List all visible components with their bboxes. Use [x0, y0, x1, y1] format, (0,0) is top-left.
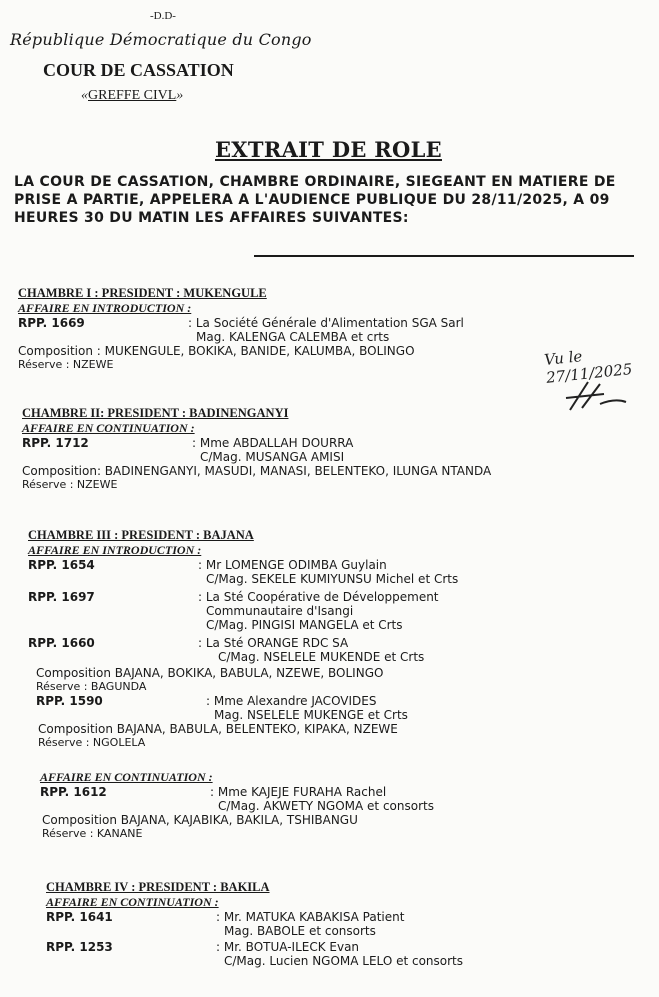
case-row — [36, 694, 628, 722]
case-row — [18, 316, 618, 344]
case-party-line: Mag. BABOLE et consorts — [224, 924, 376, 938]
case-row — [46, 910, 636, 938]
case-row — [22, 436, 642, 464]
chamber-2-composition: Composition: BADINENGANYI, MASUDI, MANASI, BELENTEKO, ILUNGA NTANDA — [22, 464, 492, 478]
case-party-line: C/Mag. PINGISI MANGELA et Crts — [206, 618, 403, 632]
case-number: RPP. 1612 — [40, 785, 107, 799]
chamber-1-composition: Composition : MUKENGULE, BOKIKA, BANIDE, KALUMBA, BOLINGO — [18, 344, 415, 358]
chamber-3-reserve-3: Réserve : KANANE — [42, 827, 143, 840]
intro-underline — [254, 255, 634, 257]
case-party-line: : Mr. BOTUA-ILECK Evan — [216, 940, 360, 954]
case-parties — [198, 590, 439, 632]
intro-paragraph — [14, 173, 634, 227]
case-party-line: : Mr LOMENGE ODIMBA Guylain — [198, 558, 387, 572]
chamber-3-reserve-2: Réserve : NGOLELA — [38, 736, 146, 749]
case-party-line: C/Mag. NSELELE MUKENDE et Crts — [218, 650, 425, 664]
case-party-line: : La Sté Coopérative de Développement — [198, 590, 439, 604]
case-row — [28, 558, 628, 586]
case-parties — [206, 694, 408, 722]
chamber-1-reserve: Réserve : NZEWE — [18, 358, 114, 371]
header-dd: -D.D- — [150, 10, 176, 22]
case-row — [28, 636, 628, 664]
case-number: RPP. 1660 — [28, 636, 95, 650]
case-party-line: C/Mag. Lucien NGOMA LELO et consorts — [224, 954, 464, 968]
case-party-line: C/Mag. AKWETY NGOMA et consorts — [218, 799, 434, 813]
chamber-4-section — [46, 880, 636, 968]
chamber-3-affaire: AFFAIRE EN INTRODUCTION : — [28, 543, 202, 557]
court-name: COUR DE CASSATION — [43, 60, 234, 80]
greffe-close: » — [176, 88, 184, 103]
case-party-line: : La Sté ORANGE RDC SA — [198, 636, 349, 650]
greffe-label — [81, 88, 183, 104]
chamber-3-composition-3: Composition BAJANA, KAJABIKA, BAKILA, TSHIBANGU — [42, 813, 358, 827]
case-parties — [216, 910, 404, 938]
chamber-3-affaire-2: AFFAIRE EN CONTINUATION : — [40, 770, 213, 784]
case-parties — [210, 785, 434, 813]
chamber-2-section — [22, 406, 642, 492]
case-parties — [198, 558, 458, 586]
chamber-4-affaire: AFFAIRE EN CONTINUATION : — [46, 895, 219, 909]
chamber-2-affaire: AFFAIRE EN CONTINUATION : — [22, 421, 195, 435]
case-party-line: : La Société Générale d'Alimentation SGA Sarl — [188, 316, 464, 330]
case-row — [40, 785, 628, 813]
chamber-3-reserve-1: Réserve : BAGUNDA — [36, 680, 147, 693]
case-party-line: C/Mag. MUSANGA AMISI — [200, 450, 345, 464]
case-party-line: Communautaire d'Isangi — [206, 604, 354, 618]
chamber-3-composition-2: Composition BAJANA, BABULA, BELENTEKO, KIPAKA, NZEWE — [38, 722, 398, 736]
case-row — [46, 940, 636, 968]
case-parties — [216, 940, 463, 968]
chamber-2-title: CHAMBRE II: PRESIDENT : BADINENGANYI — [22, 406, 289, 420]
chamber-3-section — [28, 528, 628, 841]
case-party-line: : Mme ABDALLAH DOURRA — [192, 436, 354, 450]
case-row — [28, 590, 628, 632]
case-number: RPP. 1654 — [28, 558, 95, 572]
case-party-line: : Mme KAJEJE FURAHA Rachel — [210, 785, 387, 799]
case-parties — [192, 436, 353, 464]
intro-text: LA COUR DE CASSATION, CHAMBRE ORDINAIRE, SIEGEANT EN MATIERE DE PRISE A PARTIE, APPELERA A L'AUDIENCE PUBLIQUE DU 28/11/2025, A 09 HEURES 30 DU MATIN LES AFFAIRES SUIVANTES: — [14, 174, 616, 226]
chamber-3-composition-1: Composition BAJANA, BOKIKA, BABULA, NZEWE, BOLINGO — [36, 666, 384, 680]
case-party-line: Mag. NSELELE MUKENGE et Crts — [214, 708, 408, 722]
case-number: RPP. 1253 — [46, 940, 113, 954]
case-parties — [198, 636, 424, 664]
case-party-line: : Mme Alexandre JACOVIDES — [206, 694, 377, 708]
chamber-4-title: CHAMBRE IV : PRESIDENT : BAKILA — [46, 880, 270, 894]
chamber-1-section — [18, 286, 618, 372]
case-parties — [188, 316, 464, 344]
case-number: RPP. 1712 — [22, 436, 89, 450]
case-number: RPP. 1641 — [46, 910, 113, 924]
case-party-line: Mag. KALENGA CALEMBA et crts — [196, 330, 390, 344]
chamber-3-title: CHAMBRE III : PRESIDENT : BAJANA — [28, 528, 254, 542]
greffe-open: « — [81, 88, 88, 103]
case-party-line: C/Mag. SEKELE KUMIYUNSU Michel et Crts — [206, 572, 459, 586]
case-number: RPP. 1669 — [18, 316, 85, 330]
chamber-1-affaire: AFFAIRE EN INTRODUCTION : — [18, 301, 192, 315]
republic-name: République Démocratique du Congo — [10, 30, 312, 49]
case-number: RPP. 1590 — [36, 694, 103, 708]
greffe-text: GREFFE CIVL — [88, 88, 177, 103]
chamber-2-reserve: Réserve : NZEWE — [22, 478, 118, 491]
chamber-1-title: CHAMBRE I : PRESIDENT : MUKENGULE — [18, 286, 267, 300]
case-number: RPP. 1697 — [28, 590, 95, 604]
case-party-line: : Mr. MATUKA KABAKISA Patient — [216, 910, 405, 924]
handwritten-note: Vu le 27/11/2025 — [543, 347, 634, 387]
document-title: EXTRAIT DE ROLE — [215, 137, 442, 162]
